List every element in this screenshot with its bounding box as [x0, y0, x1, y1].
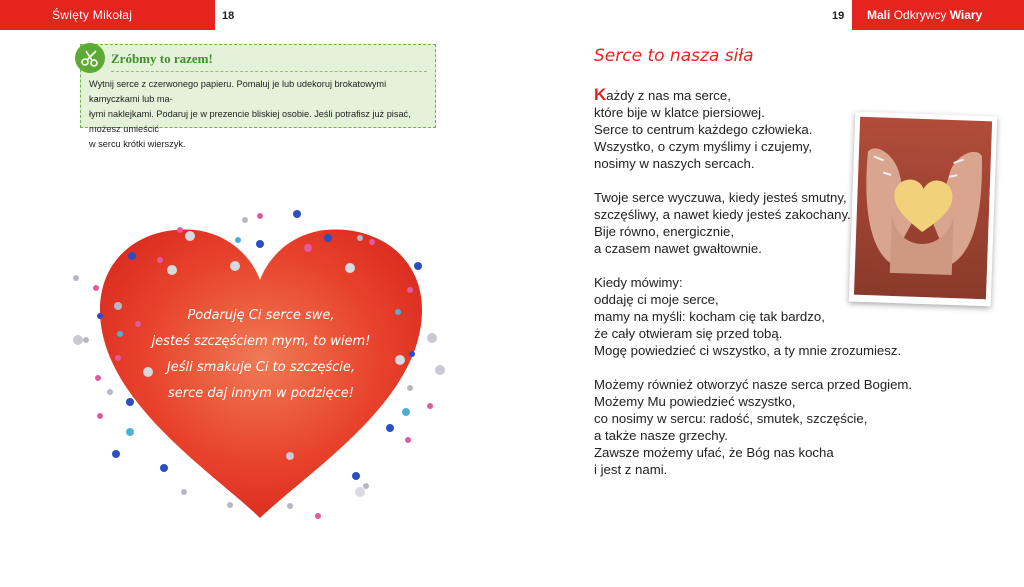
hands-heart-photo: [849, 112, 998, 307]
heart-poem: Podaruję Ci serce swe, jesteś szczęściem mym, to wiem! Jeśli smakuje Ci to szczęście, serce daj innym w podzięce!: [151, 308, 371, 401]
article-body: Każdy z nas ma serce, które bije w klatce piersiowej. Serce to centrum każdego człowieka. Wszystko, o czym myślimy i czujemy, nosimy w naszych sercach. Twoje serce wyczuwa, kiedy jesteś smutny, szczęśliwy, a nawet kiedy jesteś zakochany. Bije równo, energicznie, a czasem nawet gwałtownie. Kiedy mówimy: oddaję ci moje serce, mamy na myśli: kocham cię tak bardzo, że cały otwieram się przed tobą. Mogę powiedzieć ci wszystko, a ty mnie zrozumiesz. Możemy również otworzyć nasze serca przed Bogiem. Możemy Mu powiedzieć wszystko, co nosimy w sercu: radość, smutek, szczęście, a także nasze grzechy. Zawsze możemy ufać, że Bóg nas kocha i jest z nami.: [594, 85, 913, 477]
divider: [111, 71, 427, 72]
drop-cap: K: [594, 85, 607, 104]
series-title: Mali Odkrywcy Wiary: [867, 8, 983, 22]
activity-text: Wytnij serce z czerwonego papieru. Pomaluj je lub udekoruj brokatowymi kamyczkami lub ma- łymi naklejkami. Podaruj je w prezencie bliskiej osobie. Jeśli potrafisz już pisać, możesz umieścić w sercu krótki wierszyk.: [89, 79, 411, 149]
article-title: Serce to nasza siła: [594, 46, 754, 66]
header-left-bar: [0, 0, 215, 30]
scissors-icon: [75, 43, 105, 73]
first-line: Każdy z nas ma serce,: [594, 85, 731, 104]
page-number-left: 18: [222, 10, 235, 22]
header-right-bar: [852, 0, 1024, 30]
page-number-right: 19: [832, 10, 845, 22]
activity-title: Zróbmy to razem!: [111, 51, 213, 66]
section-title: Święty Mikołaj: [52, 8, 133, 22]
activity-box: [80, 44, 436, 149]
